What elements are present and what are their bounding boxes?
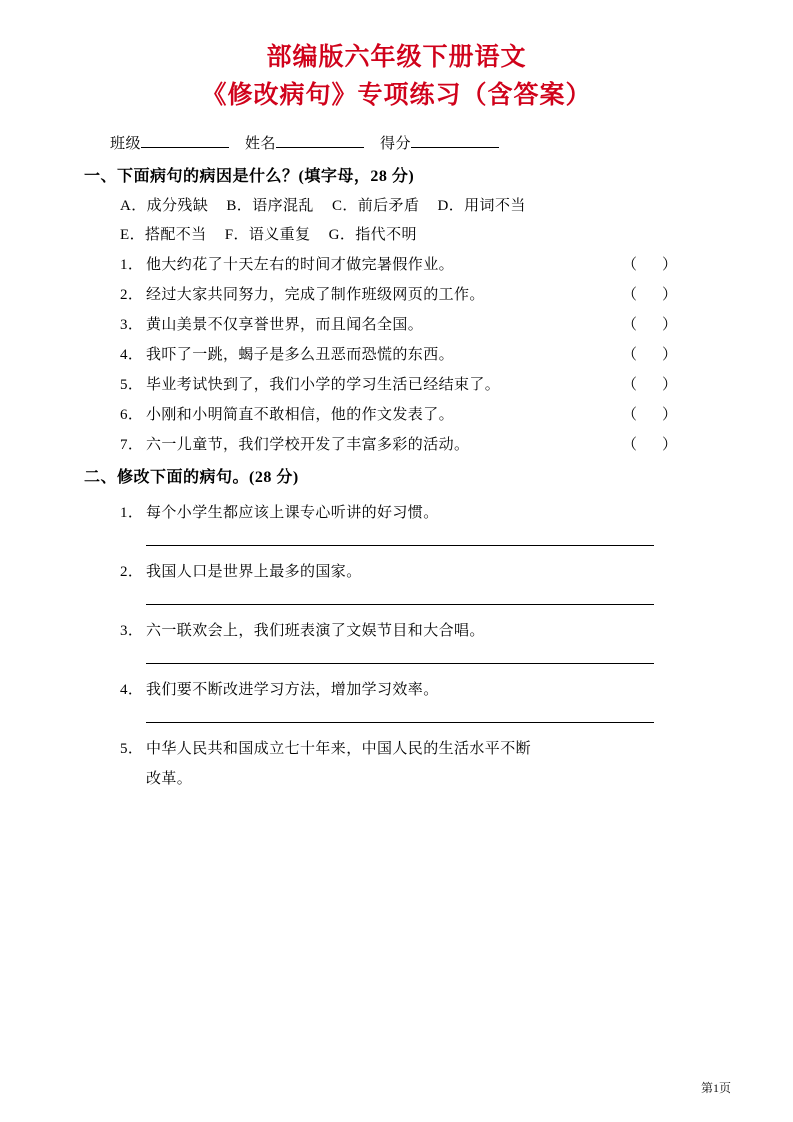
question-number: 3． <box>120 623 144 639</box>
answer-parenthesis[interactable]: （ ） <box>621 407 679 423</box>
option-d: D．用词不当 <box>437 198 526 214</box>
page-title <box>62 38 731 114</box>
name-blank[interactable] <box>276 147 364 148</box>
answer-parenthesis[interactable]: （ ） <box>621 377 679 393</box>
title-line-1: 部编版六年级下册语文 <box>266 42 527 71</box>
question-text: 小刚和小明简直不敢相信，他的作文发表了。 <box>146 407 455 423</box>
class-label: 班级 <box>110 136 142 152</box>
option-b: B．语序混乱 <box>226 198 314 214</box>
section-1-options-row-1 <box>120 194 731 215</box>
title-line-2: 《修改病句》专项练习（含答案） <box>201 80 592 109</box>
question-text: 每个小学生都应该上课专心听讲的好习惯。 <box>146 505 439 521</box>
question-number: 2． <box>120 564 144 580</box>
question-number: 5． <box>120 741 144 757</box>
question-number: 6． <box>120 407 144 423</box>
question-number: 7． <box>120 437 144 453</box>
answer-write-line[interactable] <box>146 721 654 723</box>
question-text: 六一联欢会上，我们班表演了文娱节目和大合唱。 <box>146 623 485 639</box>
option-g: G．指代不明 <box>328 227 417 243</box>
section-2-heading: 二、修改下面的病句。(28 分) <box>84 469 299 486</box>
question-text: 我吓了一跳，蝎子是多么丑恶而恐慌的东西。 <box>146 347 455 363</box>
question-item <box>120 501 731 522</box>
option-f: F．语义重复 <box>224 227 311 243</box>
question-text: 经过大家共同努力，完成了制作班级网页的工作。 <box>146 287 485 303</box>
answer-write-line[interactable] <box>146 544 654 546</box>
question-number: 1． <box>120 505 144 521</box>
question-number: 5． <box>120 377 144 393</box>
question-number: 4． <box>120 347 144 363</box>
question-number: 2． <box>120 287 144 303</box>
answer-parenthesis[interactable]: （ ） <box>621 257 679 273</box>
question-number: 4． <box>120 682 144 698</box>
option-c: C．前后矛盾 <box>331 198 420 214</box>
section-1-options-row-2 <box>120 223 731 244</box>
answer-parenthesis[interactable]: （ ） <box>621 287 679 303</box>
question-item <box>120 678 731 699</box>
question-item <box>120 403 731 424</box>
question-item <box>120 313 731 334</box>
page-number: 第1页 <box>700 1081 731 1095</box>
question-text: 毕业考试快到了，我们小学的学习生活已经结束了。 <box>146 377 501 393</box>
option-a: A．成分残缺 <box>120 198 209 214</box>
question-text-continued: 改革。 <box>146 771 193 787</box>
question-text: 他大约花了十天左右的时间才做完暑假作业。 <box>146 257 455 273</box>
question-item <box>120 737 731 758</box>
name-label: 姓名 <box>245 136 277 152</box>
question-item <box>120 373 731 394</box>
question-text: 我国人口是世界上最多的国家。 <box>146 564 362 580</box>
question-number: 3． <box>120 317 144 333</box>
question-item <box>120 283 731 304</box>
question-text: 黄山美景不仅享誉世界，而且闻名全国。 <box>146 317 424 333</box>
student-info-line <box>110 132 731 153</box>
answer-parenthesis[interactable]: （ ） <box>621 317 679 333</box>
score-blank[interactable] <box>411 147 499 148</box>
score-label: 得分 <box>380 136 412 152</box>
question-item <box>120 253 731 274</box>
question-text: 我们要不断改进学习方法，增加学习效率。 <box>146 682 439 698</box>
question-item <box>120 433 731 454</box>
class-blank[interactable] <box>141 147 229 148</box>
answer-write-line[interactable] <box>146 603 654 605</box>
answer-parenthesis[interactable]: （ ） <box>621 437 679 453</box>
answer-parenthesis[interactable]: （ ） <box>621 347 679 363</box>
question-text: 中华人民共和国成立七十年来，中国人民的生活水平不断 <box>146 741 532 757</box>
question-number: 1． <box>120 257 144 273</box>
question-item <box>120 343 731 364</box>
question-item <box>120 560 731 581</box>
option-e: E．搭配不当 <box>120 227 207 243</box>
section-1-heading: 一、下面病句的病因是什么？(填字母，28 分) <box>84 168 415 185</box>
question-text: 六一儿童节，我们学校开发了丰富多彩的活动。 <box>146 437 470 453</box>
answer-write-line[interactable] <box>146 662 654 664</box>
question-item <box>120 619 731 640</box>
